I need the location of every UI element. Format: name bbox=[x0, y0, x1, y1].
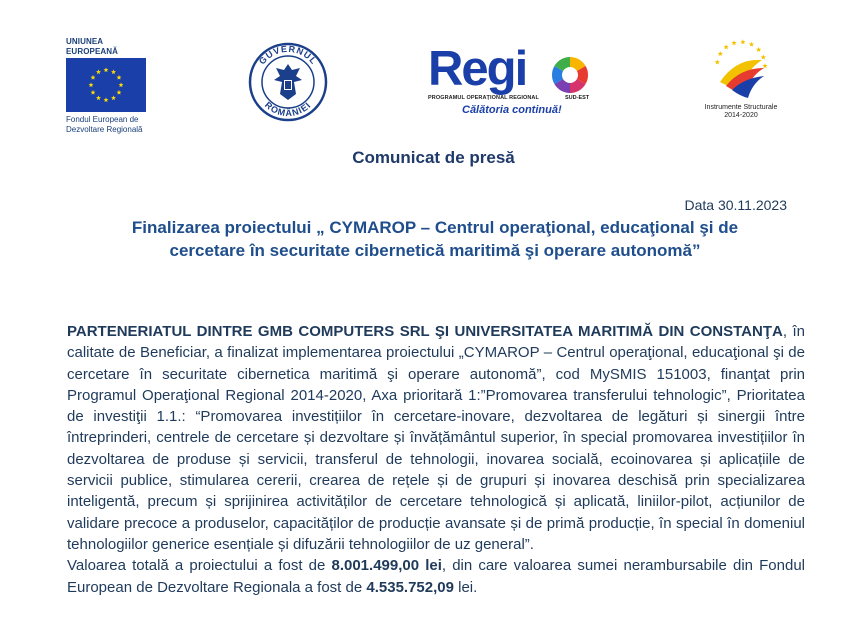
eu-flag-icon bbox=[66, 58, 146, 112]
government-seal-icon bbox=[248, 42, 328, 122]
paragraph-beneficiary-text: , în calitate de Beneficiar, a finalizat implementarea proiectului „CYMAROP – Centrul operaţional, educaţional şi de cercetare în securitate cibernetica maritimă şi operare autonomă”, cod MySMIS 151003, finanţat prin Programul Operaţional Regional 2014-2020, Axa prioritară 1:”Promovarea transferului tehnologic”, Prioritatea de investiţii 1.1.: “Promovarea investițiilor în cercetare-inovare, dezvoltarea de legături și sinergii între întreprinderi, centrele de cercetare și dezvoltare și învățământul superior, în special promovarea investițiilor în dezvoltarea de produse și servicii, transferul de tehnologii, inovarea socială, ecoinovarea și aplicațiile de servicii publice, stimularea cererii, crearea de rețele și de grupuri și inovarea deschisă prin specializarea inteligentă, precum și sprijinirea activităților de cercetare tehnologică și aplicată, liniilor-pilot, acțiunilor de validare precoce a produselor, capacităților de producție avansate și de primă producție, în special în domeniul tehnologiilor generice esențiale și difuzării tehnologiilor de uz general”. bbox=[67, 323, 805, 553]
document-date: Data 30.11.2023 bbox=[684, 197, 787, 213]
value-text-a: Valoarea totală a proiectului a fost de bbox=[67, 557, 332, 575]
structural-instruments-icon bbox=[706, 38, 776, 102]
svg-text:GUVERNUL: GUVERNUL bbox=[256, 43, 320, 67]
structural-star-icon bbox=[762, 63, 767, 68]
paragraph-value bbox=[67, 555, 805, 598]
eu-logo-title: UNIUNEA EUROPEANĂ bbox=[66, 37, 119, 56]
structural-star-icon bbox=[731, 40, 736, 45]
total-value: 8.001.499,00 lei bbox=[331, 557, 442, 575]
structural-instruments-label bbox=[694, 104, 788, 120]
regio-wordmark: Regi bbox=[428, 42, 527, 96]
eu-logo-subtitle bbox=[66, 115, 150, 135]
value-text-c: lei. bbox=[453, 578, 478, 596]
structural-star-icon bbox=[715, 59, 720, 64]
regio-logo bbox=[428, 42, 594, 121]
government-seal-logo bbox=[248, 42, 328, 122]
structural-star-icon bbox=[761, 54, 766, 59]
structural-instruments-logo bbox=[694, 38, 788, 128]
heading-line-2: cercetare în securitate cibernetică maritimă şi operare autonomă” bbox=[169, 241, 701, 260]
structural-instruments-line2: 2014-2020 bbox=[724, 112, 758, 119]
press-release-title: Comunicat de presă bbox=[352, 148, 515, 167]
partnership-name: PARTENERIATUL DINTRE GMB COMPUTERS SRL ŞI UNIVERSITATEA MARITIMĂ DIN CONSTANŢA bbox=[67, 323, 783, 340]
svg-text:ROMÂNIEI: ROMÂNIEI bbox=[262, 99, 314, 119]
eu-subtitle-line2: Dezvoltare Regională bbox=[66, 125, 143, 134]
structural-star-icon bbox=[718, 51, 723, 56]
eu-subtitle-line1: Fondul European de bbox=[66, 115, 139, 124]
heading-line-1: Finalizarea proiectului „ CYMAROP – Centrul operaţional, educaţional şi de bbox=[131, 218, 739, 237]
eu-logo bbox=[66, 37, 150, 135]
structural-instruments-line1: Instrumente Structurale bbox=[704, 104, 778, 111]
press-release-body bbox=[67, 321, 805, 598]
press-release-heading bbox=[90, 216, 780, 262]
regio-region-label: SUD-EST bbox=[565, 95, 590, 101]
regio-color-wheel-icon bbox=[550, 55, 590, 95]
structural-star-icon bbox=[756, 47, 761, 52]
value-text-b: , din care valoarea sumei nerambursabile din Fondul European de Dezvoltare Regionala a fost de bbox=[67, 557, 806, 596]
regio-tagline: Călătoria continuă! bbox=[462, 104, 562, 116]
structural-star-icon bbox=[723, 44, 728, 49]
grant-value: 4.535.752,09 bbox=[366, 578, 454, 596]
regio-program-label: PROGRAMUL OPERAȚIONAL REGIONAL bbox=[428, 95, 539, 101]
structural-star-icon bbox=[749, 42, 754, 47]
structural-star-icon bbox=[740, 39, 745, 44]
paragraph-beneficiary bbox=[67, 321, 805, 555]
